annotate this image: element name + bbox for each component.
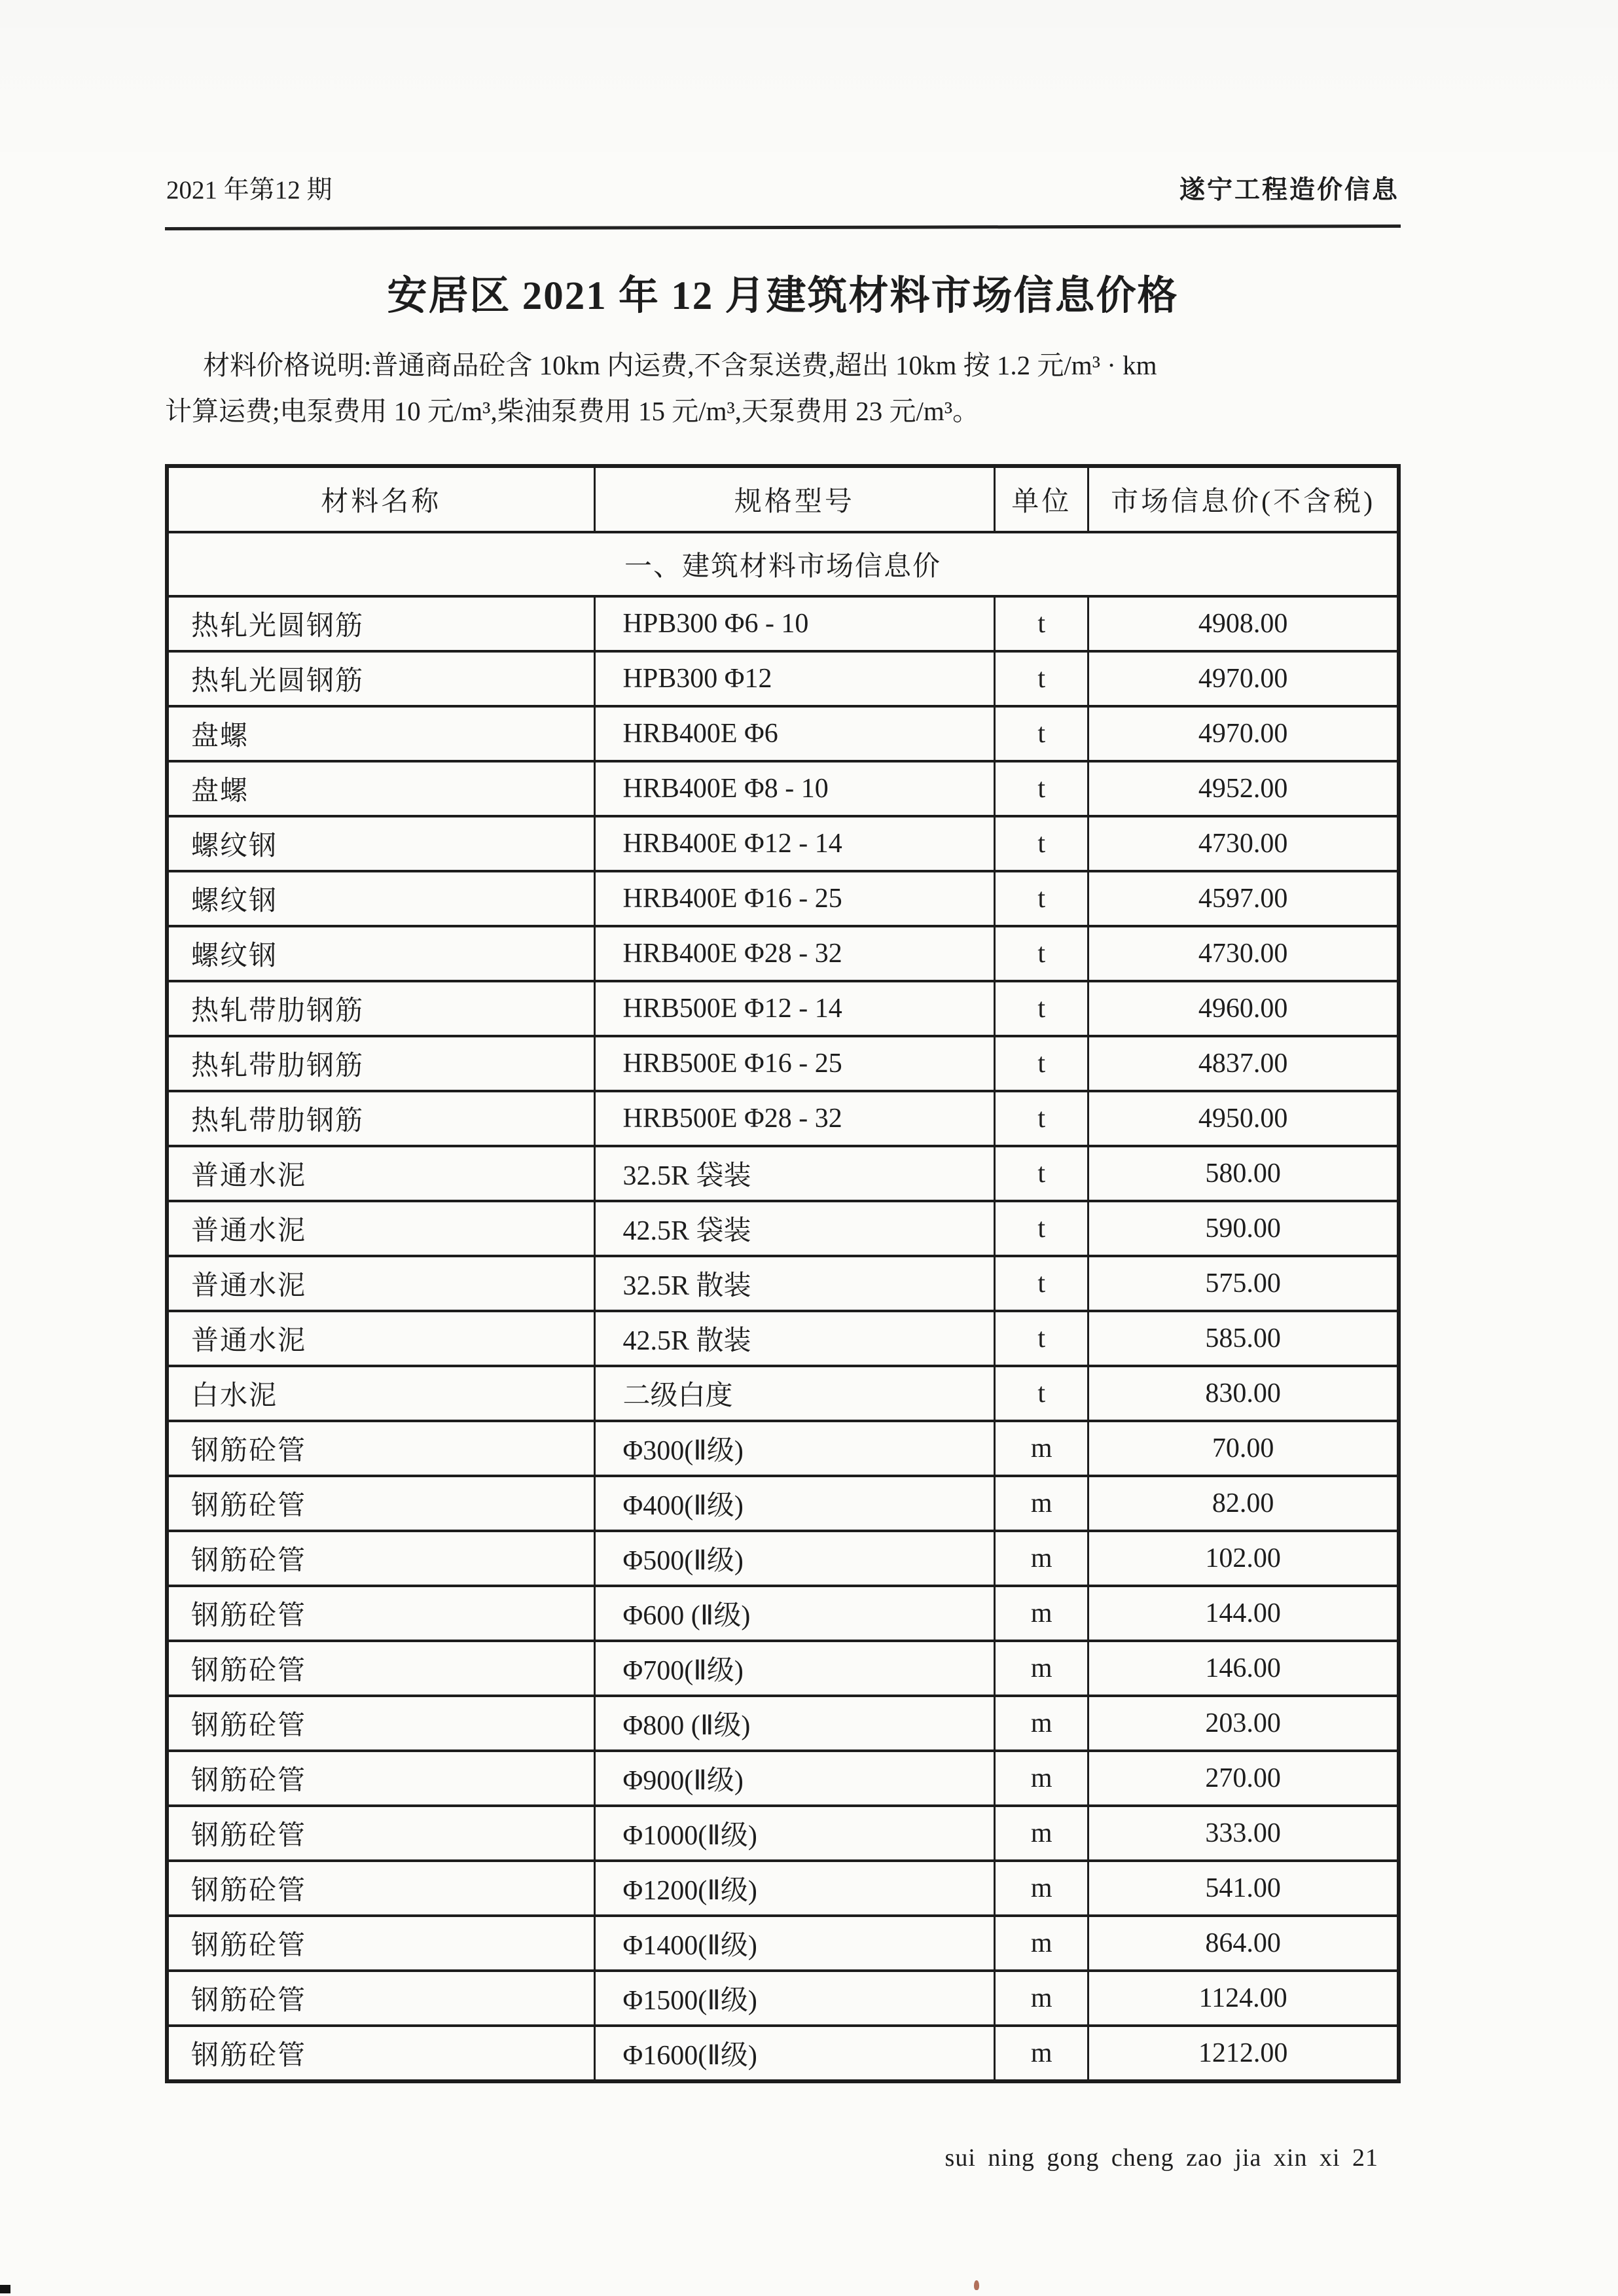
price-cell: 333.00 — [1088, 1806, 1399, 1861]
unit-cell: m — [995, 1696, 1088, 1751]
material-name-cell: 盘螺 — [167, 706, 594, 761]
unit-cell: m — [995, 1476, 1088, 1531]
spec-cell: HPB300 Φ6 - 10 — [594, 596, 995, 651]
unit-cell: m — [995, 2026, 1088, 2081]
table-row — [167, 1201, 1399, 1256]
page-title: 安居区 2021 年 12 月建筑材料市场信息价格 — [387, 274, 1179, 318]
unit-cell: t — [995, 706, 1088, 761]
table-row — [167, 651, 1399, 706]
unit-cell: m — [995, 1586, 1088, 1641]
material-name-cell: 钢筋砼管 — [167, 1696, 594, 1751]
table-section-row — [167, 532, 1399, 596]
material-name-cell: 螺纹钢 — [167, 926, 594, 981]
spec-cell: HRB400E Φ6 — [594, 706, 995, 761]
unit-cell: t — [995, 761, 1088, 816]
table-row — [167, 1806, 1399, 1861]
price-cell: 144.00 — [1088, 1586, 1399, 1641]
unit-cell: m — [995, 1531, 1088, 1586]
table-row — [167, 1366, 1399, 1421]
unit-cell: t — [995, 1201, 1088, 1256]
material-name-cell: 普通水泥 — [167, 1146, 594, 1201]
table-row — [167, 1311, 1399, 1366]
price-cell: 4730.00 — [1088, 926, 1399, 981]
table-row — [167, 706, 1399, 761]
spec-cell: Φ400(Ⅱ级) — [594, 1476, 995, 1531]
price-note-line2: 计算运费;电泵费用 10 元/m³,柴油泵费用 15 元/m³,天泵费用 23 元/m³。 — [165, 395, 980, 426]
table-row — [167, 1971, 1399, 2026]
unit-cell: t — [995, 651, 1088, 706]
table-row — [167, 1916, 1399, 1971]
unit-cell: m — [995, 1421, 1088, 1476]
issue-label: 2021 年第12 期 — [166, 176, 333, 204]
unit-cell: t — [995, 816, 1088, 871]
table-row — [167, 1091, 1399, 1146]
masthead — [165, 175, 1401, 206]
price-cell: 585.00 — [1088, 1311, 1399, 1366]
table-row — [167, 816, 1399, 871]
spec-cell: Φ600 (Ⅱ级) — [594, 1586, 995, 1641]
material-name-cell: 热轧带肋钢筋 — [167, 981, 594, 1036]
material-name-cell: 钢筋砼管 — [167, 1916, 594, 1971]
material-name-cell: 钢筋砼管 — [167, 1586, 594, 1641]
table-row — [167, 1696, 1399, 1751]
spec-cell: HRB500E Φ28 - 32 — [594, 1091, 995, 1146]
price-cell: 270.00 — [1088, 1751, 1399, 1806]
price-note-line1: 材料价格说明:普通商品砼含 10km 内运费,不含泵送费,超出 10km 按 1.2 元/m³ · km — [203, 350, 1157, 380]
unit-cell: t — [995, 926, 1088, 981]
table-row — [167, 926, 1399, 981]
material-name-cell: 钢筋砼管 — [167, 1641, 594, 1696]
unit-cell: t — [995, 1311, 1088, 1366]
table-header-row — [167, 466, 1399, 532]
material-name-cell: 钢筋砼管 — [167, 1806, 594, 1861]
material-name-cell: 白水泥 — [167, 1366, 594, 1421]
table-row — [167, 1256, 1399, 1311]
price-cell: 4908.00 — [1088, 596, 1399, 651]
material-name-cell: 热轧光圆钢筋 — [167, 651, 594, 706]
publication-name: 遂宁工程造价信息 — [1179, 176, 1399, 204]
spec-cell: Φ800 (Ⅱ级) — [594, 1696, 995, 1751]
price-cell: 541.00 — [1088, 1861, 1399, 1916]
material-name-cell: 普通水泥 — [167, 1256, 594, 1311]
material-name-cell: 钢筋砼管 — [167, 1861, 594, 1916]
table-row — [167, 2026, 1399, 2081]
section-header-cell: 一、建筑材料市场信息价 — [167, 532, 1399, 596]
masthead-divider — [165, 224, 1401, 230]
unit-cell: m — [995, 1806, 1088, 1861]
price-cell: 4952.00 — [1088, 761, 1399, 816]
table-row — [167, 871, 1399, 926]
material-name-cell: 钢筋砼管 — [167, 1971, 594, 2026]
price-cell: 580.00 — [1088, 1146, 1399, 1201]
page-content — [165, 175, 1401, 2172]
price-cell: 1124.00 — [1088, 1971, 1399, 2026]
price-cell: 70.00 — [1088, 1421, 1399, 1476]
material-name-cell: 螺纹钢 — [167, 816, 594, 871]
unit-cell: t — [995, 1091, 1088, 1146]
spec-cell: Φ500(Ⅱ级) — [594, 1531, 995, 1586]
table-row — [167, 761, 1399, 816]
price-cell: 575.00 — [1088, 1256, 1399, 1311]
unit-cell: m — [995, 1641, 1088, 1696]
unit-cell: t — [995, 981, 1088, 1036]
spec-cell: Φ1600(Ⅱ级) — [594, 2026, 995, 2081]
unit-cell: t — [995, 596, 1088, 651]
col-header-spec: 规格型号 — [594, 466, 995, 532]
price-cell: 4730.00 — [1088, 816, 1399, 871]
page-footer: sui ning gong cheng zao jia xin xi 21 — [944, 2144, 1378, 2172]
spec-cell: Φ300(Ⅱ级) — [594, 1421, 995, 1476]
table-row — [167, 1036, 1399, 1091]
price-cell: 4970.00 — [1088, 706, 1399, 761]
price-cell: 4970.00 — [1088, 651, 1399, 706]
spec-cell: HRB500E Φ16 - 25 — [594, 1036, 995, 1091]
table-row — [167, 596, 1399, 651]
table-row — [167, 1641, 1399, 1696]
spec-cell: 32.5R 散装 — [594, 1256, 995, 1311]
price-cell: 590.00 — [1088, 1201, 1399, 1256]
spec-cell: Φ1200(Ⅱ级) — [594, 1861, 995, 1916]
price-cell: 864.00 — [1088, 1916, 1399, 1971]
material-name-cell: 螺纹钢 — [167, 871, 594, 926]
unit-cell: t — [995, 1256, 1088, 1311]
table-row — [167, 1586, 1399, 1641]
spec-cell: Φ1400(Ⅱ级) — [594, 1916, 995, 1971]
table-row — [167, 1531, 1399, 1586]
spec-cell: 42.5R 袋装 — [594, 1201, 995, 1256]
table-row — [167, 981, 1399, 1036]
material-name-cell: 钢筋砼管 — [167, 2026, 594, 2081]
material-name-cell: 钢筋砼管 — [167, 1751, 594, 1806]
spec-cell: Φ1500(Ⅱ级) — [594, 1971, 995, 2026]
price-cell: 146.00 — [1088, 1641, 1399, 1696]
spec-cell: 32.5R 袋装 — [594, 1146, 995, 1201]
spec-cell: Φ1000(Ⅱ级) — [594, 1806, 995, 1861]
unit-cell: m — [995, 1916, 1088, 1971]
material-name-cell: 钢筋砼管 — [167, 1476, 594, 1531]
unit-cell: m — [995, 1861, 1088, 1916]
unit-cell: m — [995, 1751, 1088, 1806]
spec-cell: HRB400E Φ12 - 14 — [594, 816, 995, 871]
price-note — [165, 343, 1401, 434]
table-row — [167, 1861, 1399, 1916]
spec-cell: HRB400E Φ16 - 25 — [594, 871, 995, 926]
col-header-material-name: 材料名称 — [167, 466, 594, 532]
price-table — [165, 464, 1401, 2083]
material-name-cell: 盘螺 — [167, 761, 594, 816]
price-cell: 1212.00 — [1088, 2026, 1399, 2081]
spec-cell: HRB500E Φ12 - 14 — [594, 981, 995, 1036]
spec-cell: Φ700(Ⅱ级) — [594, 1641, 995, 1696]
price-cell: 4960.00 — [1088, 981, 1399, 1036]
spec-cell: HRB400E Φ28 - 32 — [594, 926, 995, 981]
spec-cell: 二级白度 — [594, 1366, 995, 1421]
price-cell: 203.00 — [1088, 1696, 1399, 1751]
price-cell: 4837.00 — [1088, 1036, 1399, 1091]
col-header-unit: 单位 — [995, 466, 1088, 532]
price-cell: 4597.00 — [1088, 871, 1399, 926]
material-name-cell: 钢筋砼管 — [167, 1421, 594, 1476]
price-cell: 4950.00 — [1088, 1091, 1399, 1146]
scan-artifact-red-speck — [974, 2280, 979, 2290]
material-name-cell: 普通水泥 — [167, 1201, 594, 1256]
material-name-cell: 普通水泥 — [167, 1311, 594, 1366]
table-row — [167, 1751, 1399, 1806]
spec-cell: HPB300 Φ12 — [594, 651, 995, 706]
unit-cell: t — [995, 1366, 1088, 1421]
material-name-cell: 钢筋砼管 — [167, 1531, 594, 1586]
material-name-cell: 热轧带肋钢筋 — [167, 1091, 594, 1146]
table-row — [167, 1146, 1399, 1201]
col-header-price: 市场信息价(不含税) — [1088, 466, 1399, 532]
unit-cell: t — [995, 871, 1088, 926]
material-name-cell: 热轧光圆钢筋 — [167, 596, 594, 651]
spec-cell: Φ900(Ⅱ级) — [594, 1751, 995, 1806]
spec-cell: 42.5R 散装 — [594, 1311, 995, 1366]
scan-artifact-bottom-left — [0, 2285, 10, 2293]
price-cell: 830.00 — [1088, 1366, 1399, 1421]
price-cell: 82.00 — [1088, 1476, 1399, 1531]
spec-cell: HRB400E Φ8 - 10 — [594, 761, 995, 816]
unit-cell: t — [995, 1146, 1088, 1201]
material-name-cell: 热轧带肋钢筋 — [167, 1036, 594, 1091]
unit-cell: t — [995, 1036, 1088, 1091]
price-cell: 102.00 — [1088, 1531, 1399, 1586]
table-row — [167, 1421, 1399, 1476]
table-row — [167, 1476, 1399, 1531]
unit-cell: m — [995, 1971, 1088, 2026]
